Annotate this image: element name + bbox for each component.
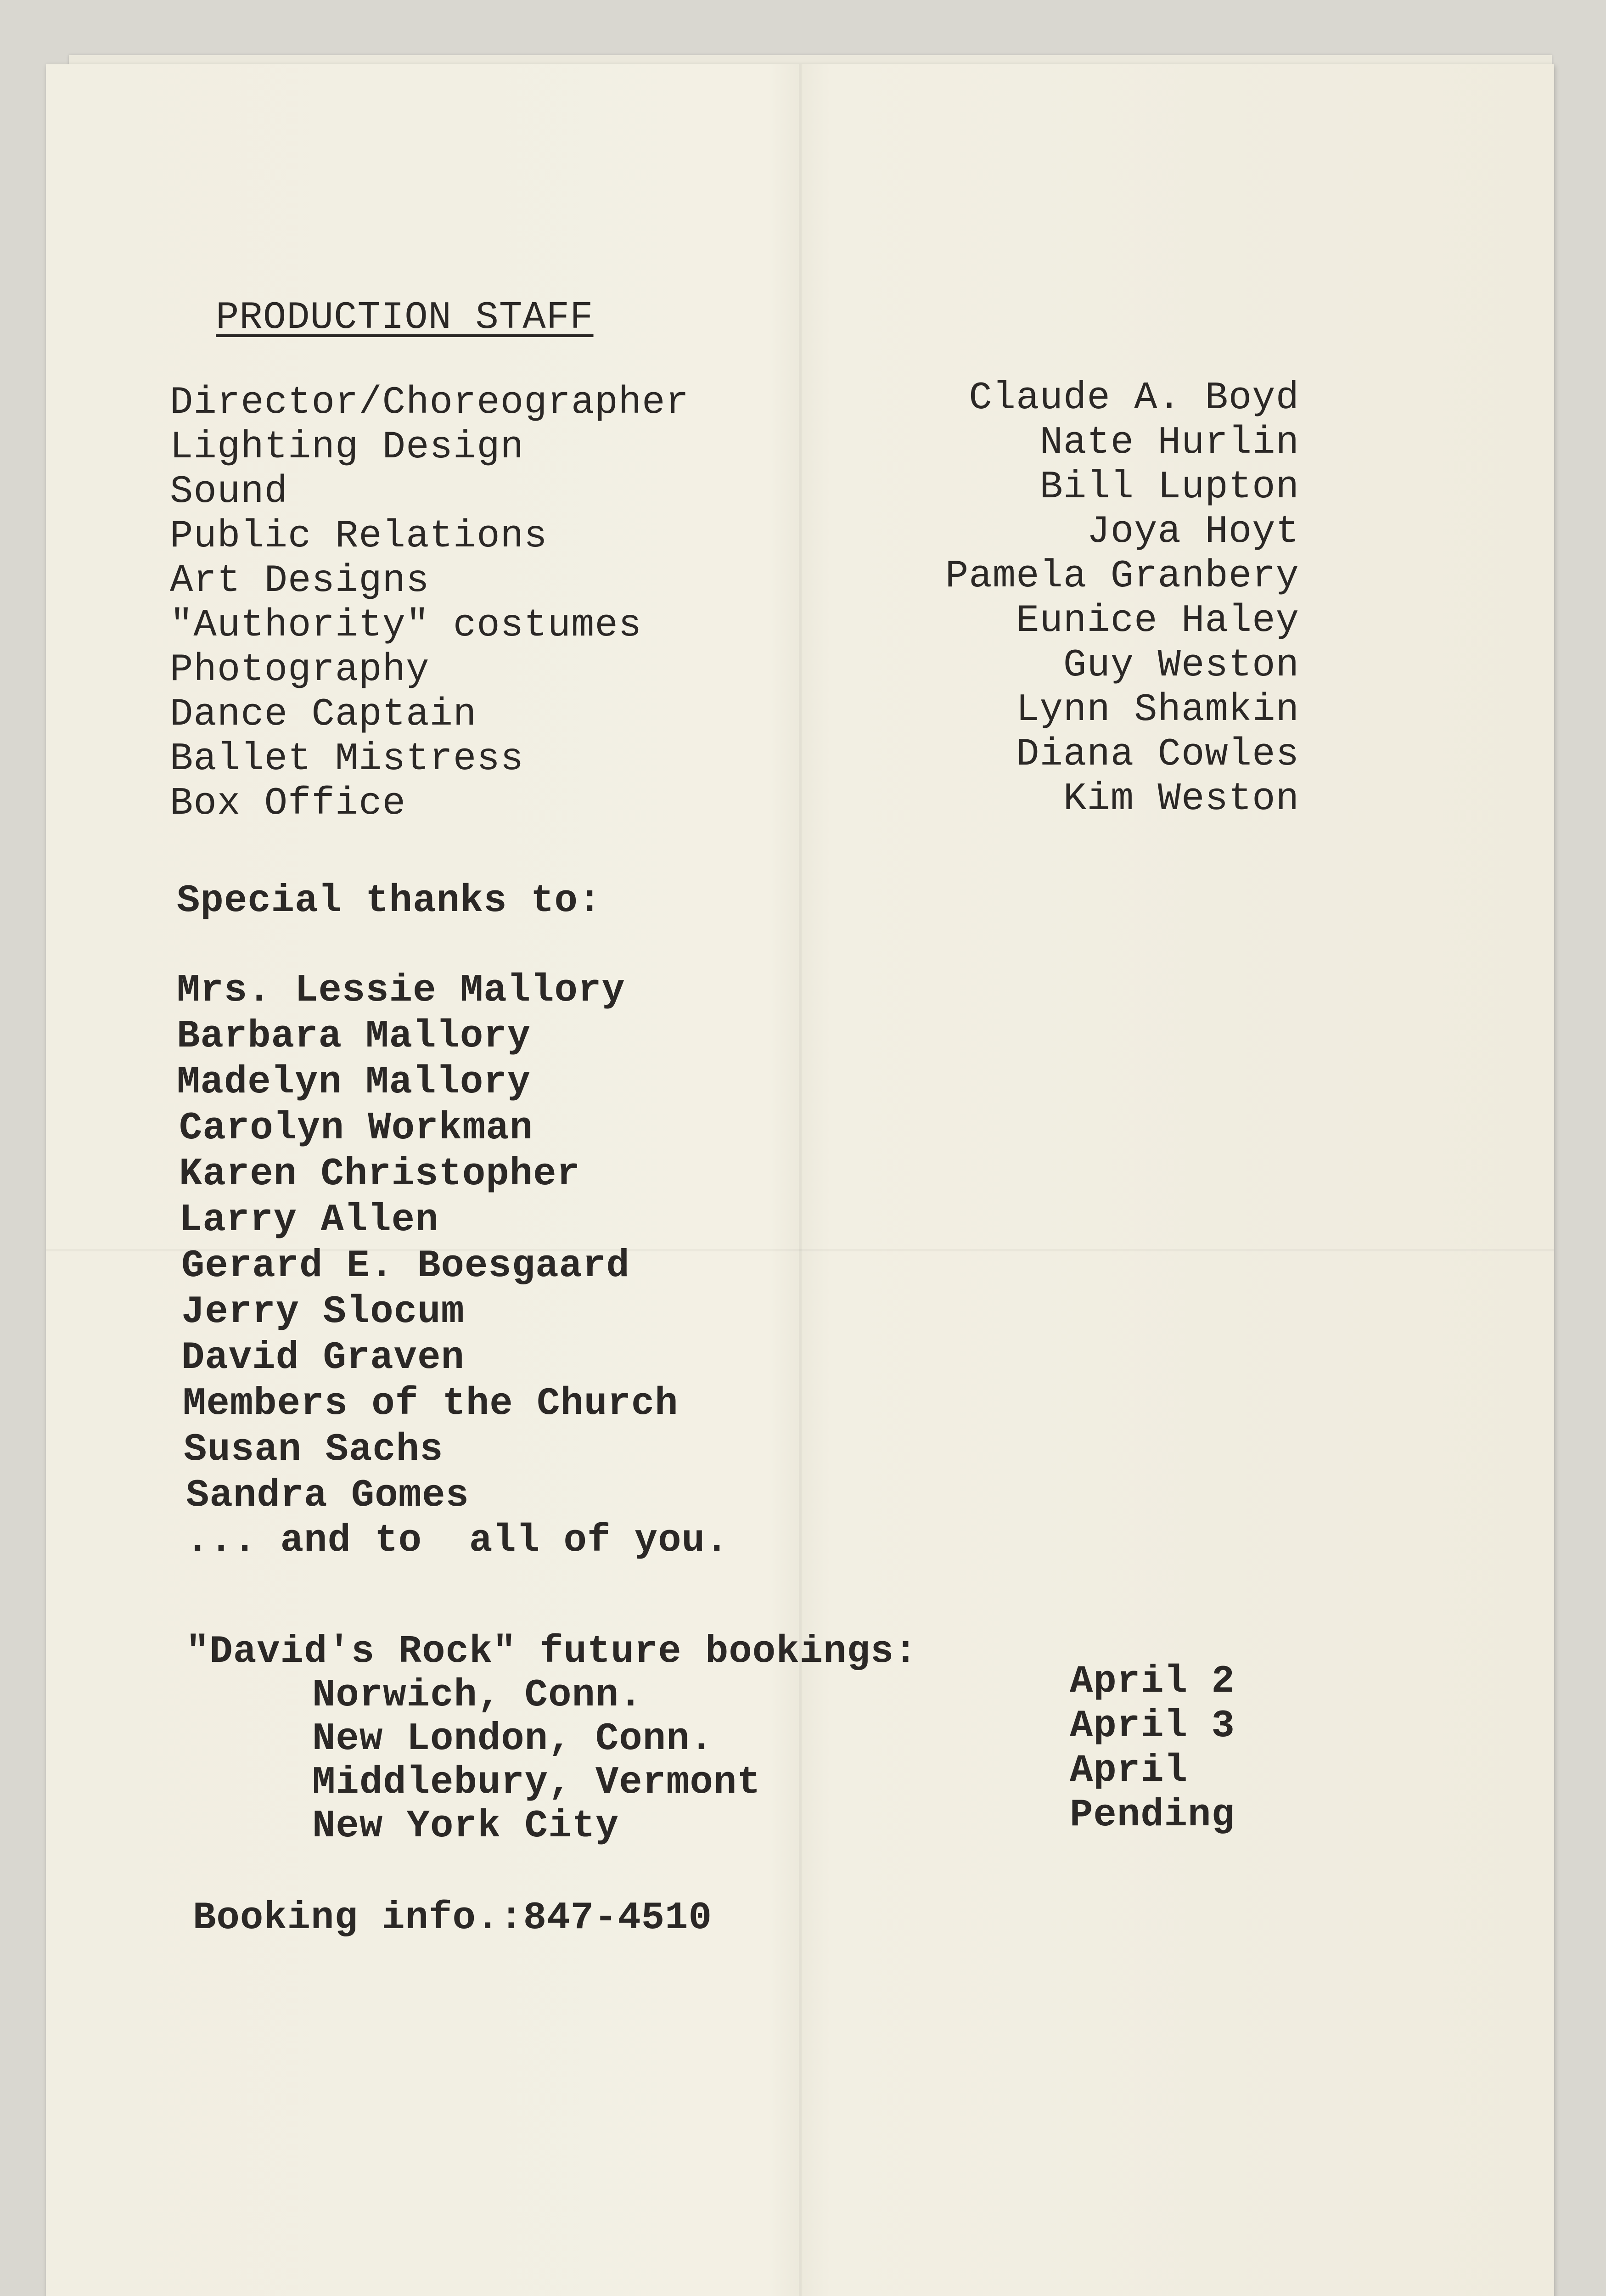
staff-role: Photography — [170, 648, 430, 692]
staff-role: Director/Choreographer — [170, 381, 689, 425]
list-item: Susan Sachs — [184, 1428, 444, 1472]
list-item: Members of the Church — [183, 1382, 679, 1426]
booking-place: Norwich, Conn. — [312, 1674, 643, 1717]
staff-name: Joya Hoyt — [1087, 510, 1299, 554]
booking-date: April — [1070, 1749, 1188, 1793]
production-staff-heading: PRODUCTION STAFF — [216, 296, 594, 340]
list-item: Gerard E. Boesgaard — [181, 1244, 630, 1288]
booking-place: New London, Conn. — [312, 1717, 713, 1761]
list-item: Madelyn Mallory — [177, 1061, 531, 1104]
staff-role: Box Office — [170, 782, 406, 826]
staff-role: Lighting Design — [170, 426, 524, 469]
list-item: Carolyn Workman — [179, 1107, 533, 1150]
staff-role: Ballet Mistress — [170, 737, 524, 781]
list-item: David Graven — [181, 1336, 465, 1380]
staff-name: Nate Hurlin — [1039, 421, 1299, 465]
staff-role: Public Relations — [170, 515, 548, 558]
staff-name: Lynn Shamkin — [1016, 688, 1299, 732]
staff-name: Eunice Haley — [1016, 599, 1299, 643]
booking-place: New York City — [312, 1805, 619, 1848]
booking-place: Middlebury, Vermont — [312, 1761, 761, 1805]
staff-role: Dance Captain — [170, 693, 477, 737]
list-item: Mrs. Lessie Mallory — [177, 969, 625, 1013]
staff-name: Bill Lupton — [1039, 466, 1299, 509]
staff-name: Kim Weston — [1063, 777, 1299, 821]
staff-role: Sound — [170, 470, 288, 514]
staff-name: Claude A. Boyd — [969, 377, 1299, 420]
list-item: Karen Christopher — [179, 1153, 580, 1196]
booking-info: Booking info.:847-4510 — [193, 1896, 712, 1940]
staff-name: Diana Cowles — [1016, 733, 1299, 777]
list-item: Larry Allen — [179, 1199, 439, 1242]
list-item: Jerry Slocum — [181, 1290, 465, 1334]
booking-date: April 3 — [1070, 1705, 1235, 1748]
booking-date: April 2 — [1070, 1660, 1235, 1704]
staff-name: Guy Weston — [1063, 644, 1299, 687]
future-bookings-heading: "David's Rock" future bookings: — [186, 1630, 918, 1674]
staff-name: Pamela Granbery — [945, 555, 1299, 598]
staff-role: Art Designs — [170, 559, 430, 603]
list-item: Sandra Gomes — [186, 1474, 469, 1518]
program-page — [46, 64, 1554, 2296]
list-item: ... and to all of you. — [186, 1519, 729, 1563]
booking-date: Pending — [1070, 1794, 1235, 1837]
list-item: Barbara Mallory — [177, 1015, 531, 1058]
staff-role: "Authority" costumes — [170, 604, 642, 647]
special-thanks-heading: Special thanks to: — [177, 879, 602, 923]
